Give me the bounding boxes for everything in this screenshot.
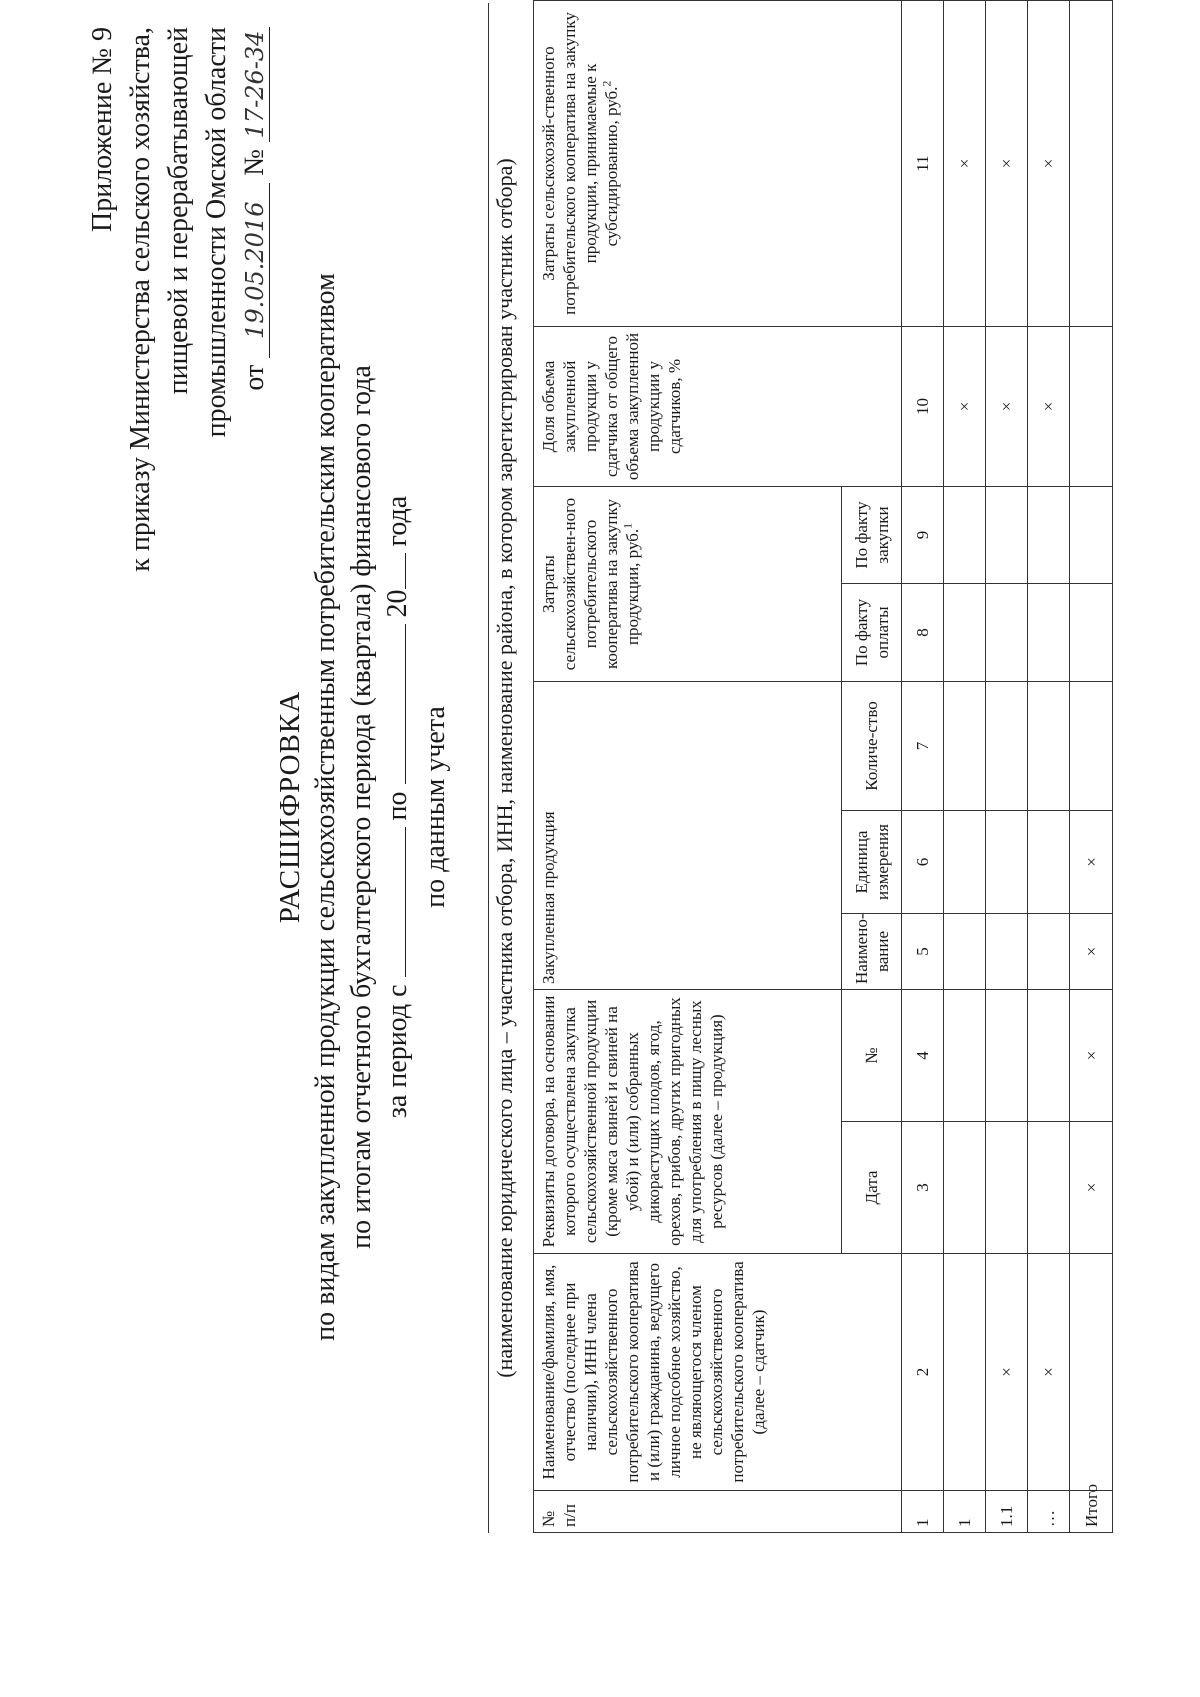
column-number: 4 <box>902 990 944 1122</box>
table-cell <box>1028 811 1070 914</box>
ministry-line: пищевой и перерабатывающей <box>163 27 194 395</box>
column-number: 9 <box>902 487 944 584</box>
table-cell <box>944 487 986 584</box>
table-cell <box>944 584 986 682</box>
col-subsidy-text: Затраты сельскохозяй-ственного потребительского кооператива на закупку продукции, принимаемые к субсидированию, руб. <box>539 12 621 315</box>
column-numbers-row <box>902 1 944 1533</box>
table-cell <box>1028 682 1070 811</box>
table-cell <box>986 1122 1028 1254</box>
table-cell <box>1028 584 1070 682</box>
table-cell <box>1028 1122 1070 1254</box>
table-cell: × <box>986 1254 1028 1491</box>
col-costs-header <box>534 487 842 682</box>
col-costs-text: Затраты сельскохозяйствен-ного потребительского кооператива на закупку продукции, руб. <box>539 497 642 671</box>
table-cell <box>944 914 986 990</box>
number-label: № <box>239 149 270 176</box>
period-to-blank <box>381 624 406 784</box>
participant-line <box>488 3 489 1533</box>
order-line: к приказу Министерства сельского хозяйства, <box>125 27 156 572</box>
col-product-header: Закупленная продукция <box>534 682 842 990</box>
col-product-qty: Количе-ство <box>842 682 902 811</box>
col-costs-bought: По факту закупки <box>842 487 902 584</box>
column-number: 3 <box>902 1122 944 1254</box>
table-cell <box>1028 990 1070 1122</box>
region-line: промышленности Омской области <box>201 27 232 438</box>
table-cell <box>1070 682 1113 811</box>
header-row <box>534 1 842 1533</box>
col-contract-header: Реквизиты договора, на основании которого осуществлена закупка сельскохозяйственной продукции (кроме мяса свиней и свиней на убой) и (или) собранных дикорастущих плодов, ягод, орехов, грибов, других пригодных для употребления в пищу лесных ресурсов (далее – продукция) <box>534 990 842 1254</box>
column-number: 11 <box>902 1 944 327</box>
footnote-2: 2 <box>599 80 614 87</box>
table-cell: × <box>986 327 1028 487</box>
column-number: 10 <box>902 327 944 487</box>
table-cell <box>1070 327 1113 487</box>
table-row <box>944 1 986 1533</box>
col-contract-date: Дата <box>842 1122 902 1254</box>
column-number: 6 <box>902 811 944 914</box>
table-row <box>986 1 1028 1533</box>
col-number-header: № п/п <box>534 1491 902 1533</box>
handwritten-number: 17-26-34 <box>241 27 270 142</box>
table-cell <box>944 1122 986 1254</box>
column-number: 8 <box>902 584 944 682</box>
col-product-name: Наимено-вание <box>842 914 902 990</box>
column-number: 1 <box>902 1491 944 1533</box>
table-cell: × <box>1070 914 1113 990</box>
table-cell <box>1070 1254 1113 1491</box>
table-cell <box>986 914 1028 990</box>
table-cell <box>986 811 1028 914</box>
from-label: от <box>239 364 270 391</box>
table-cell <box>944 811 986 914</box>
participant-caption: (наименование юридического лица – участника отбора, ИНН, наименование района, в котором зарегистрирован участник отбора) <box>492 158 517 1378</box>
column-number: 2 <box>902 1254 944 1491</box>
table-cell <box>1070 584 1113 682</box>
col-product-unit: Единица измерения <box>842 811 902 914</box>
table-cell <box>944 990 986 1122</box>
order-date-line <box>236 27 274 597</box>
footnote-1: 1 <box>620 522 635 529</box>
appendix-label: Приложение № 9 <box>87 27 118 232</box>
column-number: 5 <box>902 914 944 990</box>
period-to-label: по <box>382 791 413 821</box>
table-cell <box>1070 1 1113 327</box>
title-line-2: по видам закупленной продукции сельскохозяйственным потребительским кооперативом <box>310 273 341 1341</box>
table-cell: × <box>1028 1254 1070 1491</box>
col-share-header: Доля объема закупленной продукции у сдатчика от общего объема закупленной продукции у сдатчиков, % <box>534 327 902 487</box>
col-contract-number: № <box>842 990 902 1122</box>
table-cell: × <box>986 1 1028 327</box>
col-costs-paid: По факту оплаты <box>842 584 902 682</box>
accounting-line: по данным учета <box>420 706 451 908</box>
table-cell: 1.1 <box>986 1491 1028 1533</box>
table-cell: × <box>944 327 986 487</box>
col-subsidy-header <box>534 1 902 327</box>
breakdown-table <box>533 0 1113 1533</box>
table-cell <box>944 1254 986 1491</box>
year-prefix: 20 <box>382 589 413 618</box>
table-cell: × <box>1070 811 1113 914</box>
approval-header <box>84 27 274 597</box>
period-from-blank <box>381 827 406 977</box>
col-supplier-header: Наименование/фамилия, имя, отчество (последнее при наличии), ИНН члена сельскохозяйственного потребительского кооператива и (или) гражданина, ведущего личное подсобное хозяйство, не являющегося членом сельскохозяйственного потребительского кооператива (далее – сдатчик) <box>534 1254 902 1491</box>
table-cell <box>944 682 986 811</box>
table-cell: × <box>944 1 986 327</box>
table-row <box>1028 1 1070 1533</box>
table-cell <box>1070 487 1113 584</box>
handwritten-date: 19.05.2016 <box>241 183 270 358</box>
title-line-3: по итогам отчетного бухгалтерского периода (квартала) финансового года <box>346 365 377 1249</box>
table-cell <box>986 990 1028 1122</box>
document-title: РАСШИФРОВКА <box>274 690 306 924</box>
year-suffix: года <box>382 495 413 547</box>
year-blank <box>381 553 406 589</box>
table-cell <box>986 584 1028 682</box>
table-cell <box>1028 487 1070 584</box>
total-row <box>1070 1 1113 1533</box>
table-cell <box>1028 914 1070 990</box>
period-prefix: за период с <box>382 984 413 1119</box>
table-cell <box>986 682 1028 811</box>
column-number: 7 <box>902 682 944 811</box>
table-cell: × <box>1028 327 1070 487</box>
table-cell: 1 <box>944 1491 986 1533</box>
table-cell: × <box>1028 1 1070 327</box>
table-cell: × <box>1070 990 1113 1122</box>
table-cell: … <box>1028 1491 1070 1533</box>
total-label: Итого <box>1070 1491 1113 1533</box>
table-cell <box>986 487 1028 584</box>
period-line <box>380 177 416 1437</box>
table-cell: × <box>1070 1122 1113 1254</box>
